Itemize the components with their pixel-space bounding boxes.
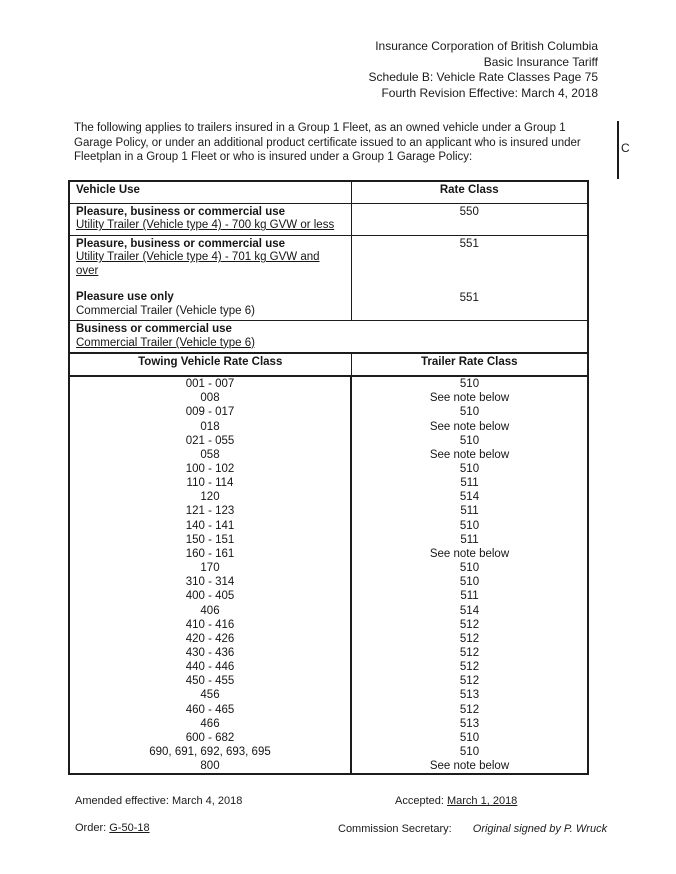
trailer-rate-value: 512 bbox=[351, 646, 588, 660]
towing-row bbox=[69, 674, 588, 688]
towing-row bbox=[69, 745, 588, 759]
trailer-rate-value: 512 bbox=[351, 632, 588, 646]
towing-vehicle-range: 018 bbox=[200, 420, 220, 433]
trailer-rate-value: See note below bbox=[351, 391, 588, 405]
towing-row bbox=[69, 688, 588, 702]
trailer-rate-value: 512 bbox=[351, 618, 588, 632]
towing-vehicle-range: 160 - 161 bbox=[185, 547, 235, 560]
towing-row bbox=[69, 391, 588, 405]
trailer-rate-value: 510 bbox=[351, 731, 588, 745]
order-label: Order: bbox=[75, 822, 107, 834]
towing-row bbox=[69, 618, 588, 632]
towing-vehicle-range: 121 - 123 bbox=[185, 505, 235, 518]
trailer-rate-header: Trailer Rate Class bbox=[351, 353, 588, 376]
towing-vehicle-range: 150 - 151 bbox=[185, 533, 235, 546]
letterhead-line-corporation: Insurance Corporation of British Columbia bbox=[375, 39, 598, 53]
towing-vehicle-range: 001 - 007 bbox=[185, 378, 235, 391]
change-marker-bar bbox=[617, 121, 619, 179]
towing-vehicle-range: 110 - 114 bbox=[186, 477, 234, 490]
trailer-rate-value: 511 bbox=[351, 589, 588, 603]
towing-row bbox=[69, 632, 588, 646]
towing-vehicle-range: 140 - 141 bbox=[185, 519, 235, 532]
towing-row bbox=[69, 533, 588, 547]
order-line bbox=[75, 822, 150, 834]
letterhead bbox=[369, 39, 598, 101]
towing-row bbox=[69, 448, 588, 462]
accepted-label: Accepted: bbox=[395, 795, 444, 807]
commission-secretary-label: Commission Secretary: bbox=[338, 823, 452, 835]
trailer-rate-value: See note below bbox=[351, 448, 588, 462]
towing-vehicle-range: 450 - 455 bbox=[185, 675, 235, 688]
towing-row bbox=[69, 703, 588, 717]
rate-top-value: 551 bbox=[459, 237, 479, 250]
rate-bottom-value: 551 bbox=[459, 292, 479, 305]
rate-class-cell bbox=[351, 235, 588, 320]
towing-vehicle-range: 420 - 426 bbox=[185, 632, 235, 645]
trailer-rate-value: 514 bbox=[351, 604, 588, 618]
towing-row bbox=[69, 575, 588, 589]
trailer-rate-value: 512 bbox=[351, 660, 588, 674]
towing-row bbox=[69, 547, 588, 561]
towing-vehicle-range: 406 bbox=[200, 604, 220, 617]
towing-vehicle-range: 400 - 405 bbox=[185, 590, 235, 603]
trailer-rate-value: 510 bbox=[351, 376, 588, 391]
towing-header-row bbox=[69, 353, 588, 376]
towing-vehicle-range: 466 bbox=[200, 717, 220, 730]
blank-line bbox=[76, 278, 345, 291]
towing-vehicle-range: 410 - 416 bbox=[185, 618, 235, 631]
trailer-rate-value: 510 bbox=[351, 519, 588, 533]
vehicle-use-header-row bbox=[69, 181, 588, 204]
rate-class-table bbox=[68, 180, 589, 775]
vehicle-use-fullwidth-cell bbox=[69, 321, 588, 353]
towing-vehicle-range: 120 bbox=[200, 491, 220, 504]
rate-class-cell: 550 bbox=[351, 204, 588, 236]
trailer-rate-value: 512 bbox=[351, 703, 588, 717]
trailer-rate-value: See note below bbox=[351, 420, 588, 434]
trailer-rate-value: See note below bbox=[351, 547, 588, 561]
use-bold-text: Business or commercial use bbox=[76, 323, 232, 336]
vehicle-use-cell bbox=[69, 235, 351, 320]
use-underlined-text: Utility Trailer (Vehicle type 4) - 700 kg GVW or less bbox=[76, 219, 335, 232]
towing-row bbox=[69, 646, 588, 660]
row-utility-trailer-700 bbox=[69, 204, 588, 236]
towing-row bbox=[69, 476, 588, 490]
towing-row bbox=[69, 589, 588, 603]
towing-row bbox=[69, 420, 588, 434]
letterhead-line-schedule: Schedule B: Vehicle Rate Classes Page 75 bbox=[368, 70, 598, 84]
intro-paragraph: The following applies to trailers insured in a Group 1 Fleet, as an owned vehicle under a Group 1 Garage Policy, or under an additional product certificate issued to an applicant who is insured under Fleetplan in a Group 1 Fleet or who is insured under a Group 1 Garage Policy: bbox=[74, 122, 581, 164]
trailer-rate-value: 510 bbox=[351, 575, 588, 589]
towing-row bbox=[69, 561, 588, 575]
towing-row bbox=[69, 405, 588, 419]
towing-vehicle-range: 800 bbox=[200, 760, 220, 773]
towing-vehicle-range: 021 - 055 bbox=[185, 434, 235, 447]
towing-row bbox=[69, 604, 588, 618]
trailer-rate-value: 513 bbox=[351, 688, 588, 702]
trailer-rate-value: 510 bbox=[351, 561, 588, 575]
use-bold-text: Pleasure, business or commercial use bbox=[76, 237, 286, 250]
towing-vehicle-range: 100 - 102 bbox=[185, 462, 235, 475]
towing-vehicle-range: 690, 691, 692, 693, 695 bbox=[149, 746, 271, 759]
towing-row bbox=[69, 759, 588, 774]
trailer-rate-value: 512 bbox=[351, 674, 588, 688]
order-number: G-50-18 bbox=[109, 822, 150, 834]
vehicle-use-header: Vehicle Use bbox=[69, 181, 351, 204]
towing-rows bbox=[69, 376, 588, 774]
towing-vehicle-range: 600 - 682 bbox=[185, 731, 235, 744]
trailer-rate-value: See note below bbox=[351, 759, 588, 774]
commission-secretary-line bbox=[338, 823, 607, 835]
towing-row bbox=[69, 434, 588, 448]
towing-row bbox=[69, 462, 588, 476]
towing-vehicle-header: Towing Vehicle Rate Class bbox=[69, 353, 351, 376]
trailer-rate-value: 511 bbox=[351, 476, 588, 490]
rate-class-header: Rate Class bbox=[351, 181, 588, 204]
towing-row bbox=[69, 504, 588, 518]
row-utility-trailer-701 bbox=[69, 235, 588, 320]
trailer-rate-value: 514 bbox=[351, 490, 588, 504]
towing-row bbox=[69, 376, 588, 391]
towing-vehicle-range: 440 - 446 bbox=[185, 661, 235, 674]
trailer-rate-value: 511 bbox=[351, 533, 588, 547]
towing-vehicle-range: 170 bbox=[200, 562, 220, 575]
towing-vehicle-range: 058 bbox=[200, 448, 220, 461]
towing-row bbox=[69, 717, 588, 731]
use-underlined-text: Commercial Trailer (Vehicle type 6) bbox=[76, 336, 255, 349]
trailer-rate-value: 511 bbox=[351, 504, 588, 518]
towing-row bbox=[69, 731, 588, 745]
trailer-rate-value: 510 bbox=[351, 405, 588, 419]
trailer-rate-value: 510 bbox=[351, 745, 588, 759]
towing-vehicle-range: 460 - 465 bbox=[185, 703, 235, 716]
change-marker-letter: C bbox=[621, 141, 630, 155]
towing-vehicle-range: 456 bbox=[200, 689, 220, 702]
towing-vehicle-range: 430 - 436 bbox=[185, 647, 235, 660]
trailer-rate-value: 513 bbox=[351, 717, 588, 731]
accepted-line bbox=[395, 795, 517, 807]
towing-row bbox=[69, 490, 588, 504]
use2-bold-text: Pleasure use only bbox=[76, 291, 174, 304]
towing-vehicle-range: 008 bbox=[200, 392, 220, 405]
accepted-date: March 1, 2018 bbox=[446, 795, 518, 807]
use2-plain-text: Commercial Trailer (Vehicle type 6) bbox=[76, 304, 255, 317]
trailer-rate-value: 510 bbox=[351, 434, 588, 448]
towing-vehicle-range: 009 - 017 bbox=[185, 406, 235, 419]
use-underlined-text: Utility Trailer (Vehicle type 4) - 701 kg GVW and over bbox=[76, 251, 320, 277]
signature-text: Original signed by P. Wruck bbox=[472, 823, 608, 835]
row-business-commercial bbox=[69, 321, 588, 353]
letterhead-line-revision: Fourth Revision Effective: March 4, 2018 bbox=[381, 85, 598, 100]
use-bold-text: Pleasure, business or commercial use bbox=[76, 206, 286, 218]
trailer-rate-value: 510 bbox=[351, 462, 588, 476]
towing-vehicle-range: 310 - 314 bbox=[185, 576, 235, 589]
vehicle-use-cell bbox=[69, 204, 351, 236]
towing-row bbox=[69, 519, 588, 533]
letterhead-line-tariff: Basic Insurance Tariff bbox=[483, 54, 598, 69]
amended-effective-text: Amended effective: March 4, 2018 bbox=[75, 795, 243, 807]
towing-row bbox=[69, 660, 588, 674]
